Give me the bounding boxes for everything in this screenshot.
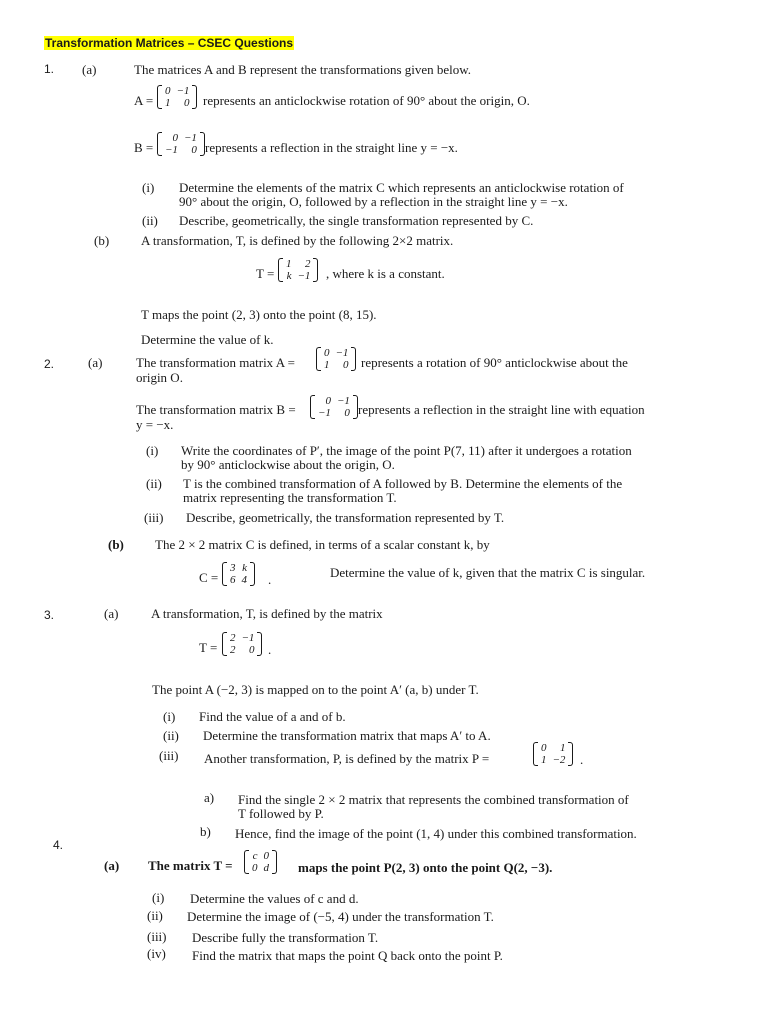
matrix-label: T = [199, 640, 218, 655]
subpart-label: (ii) [147, 908, 163, 923]
question-text: represents an anticlockwise rotation of 90° about the origin, O. [203, 93, 530, 108]
question-text: Determine the value of k. [141, 332, 274, 347]
question-text: represents a rotation of 90° anticlockwise about the [361, 355, 628, 370]
question-text: Describe, geometrically, the single transformation represented by C. [179, 213, 534, 228]
matrix-label: B = [134, 140, 154, 155]
question-text: The point A (−2, 3) is mapped on to the point A′ (a, b) under T. [152, 682, 479, 697]
question-text: Hence, find the image of the point (1, 4) under this combined transformation. [235, 826, 637, 841]
matrix-t: 1 2 k −1 [278, 258, 318, 282]
question-text: Describe, geometrically, the transformation represented by T. [186, 510, 505, 525]
part-label: (b) [108, 537, 124, 552]
question-text: T maps the point (2, 3) onto the point (8, 15). [141, 307, 377, 322]
question-text: Find the value of a and of b. [199, 709, 346, 724]
part-label: (a) [104, 606, 119, 621]
matrix-a: 0 −1 1 0 [157, 85, 197, 109]
matrix-b: 0 −1 −1 0 [310, 395, 358, 419]
subpart-label: (ii) [146, 476, 162, 491]
question-text: T is the combined transformation of A followed by B. Determine the elements of the [183, 476, 623, 491]
subpart-label: a) [204, 790, 215, 805]
part-label: (a) [104, 858, 120, 873]
question-text: The 2 × 2 matrix C is defined, in terms of a scalar constant k, by [155, 537, 490, 552]
question-text: 90° about the origin, O, followed by a reflection in the straight line y = −x. [179, 194, 568, 209]
subpart-label: b) [200, 824, 211, 839]
matrix-p: 0 1 1 −2 [533, 742, 573, 766]
subpart-label: (iii) [144, 510, 164, 525]
part-label: (a) [82, 62, 97, 77]
question-text: represents a reflection in the straight line with equation [358, 402, 645, 417]
subpart-label: (ii) [163, 728, 179, 743]
subpart-label: (i) [152, 890, 165, 905]
matrix-a: 0 −1 1 0 [316, 347, 356, 371]
question-text: Determine the elements of the matrix C which represents an anticlockwise rotation of [179, 180, 624, 195]
page-title: Transformation Matrices – CSEC Questions [45, 36, 294, 50]
question-text: represents a reflection in the straight line y = −x. [205, 140, 458, 155]
matrix-t: 2 −1 2 0 [222, 632, 262, 656]
matrix-label: A = [134, 93, 154, 108]
question-number: 4. [53, 838, 64, 852]
question-text: Another transformation, P, is defined by the matrix P = [204, 751, 490, 766]
subpart-label: (iv) [147, 946, 166, 961]
subpart-label: (iii) [159, 748, 179, 763]
question-text: Determine the transformation matrix that maps A′ to A. [203, 728, 491, 743]
question-text: y = −x. [136, 417, 174, 432]
question-text: origin O. [136, 370, 183, 385]
question-text: A transformation, T, is defined by the following 2×2 matrix. [141, 233, 454, 248]
question-number: 3. [44, 608, 55, 622]
question-text: Describe fully the transformation T. [192, 930, 379, 945]
question-text: Find the matrix that maps the point Q back onto the point P. [192, 948, 503, 963]
part-label: (a) [88, 355, 103, 370]
matrix-b: 0 −1 −1 0 [157, 132, 205, 156]
question-text: Write the coordinates of P′, the image of the point P(7, 11) after it undergoes a rotation [181, 443, 632, 458]
question-text: by 90° anticlockwise about the origin, O. [181, 457, 395, 472]
subpart-label: (i) [146, 443, 159, 458]
matrix-label: T = [256, 266, 275, 281]
matrix-c: 3 k 6 4 [222, 562, 255, 586]
question-text: maps the point P(2, 3) onto the point Q(2, −3). [298, 860, 553, 875]
question-text: Determine the value of k, given that the matrix C is singular. [330, 565, 646, 580]
subpart-label: (iii) [147, 929, 167, 944]
question-text: The transformation matrix A = [136, 355, 295, 370]
question-text: The matrices A and B represent the transformations given below. [134, 62, 472, 77]
question-text: matrix representing the transformation T. [183, 490, 397, 505]
question-number: 2. [44, 357, 55, 371]
subpart-label: (i) [142, 180, 155, 195]
part-label: (b) [94, 233, 110, 248]
question-text: Find the single 2 × 2 matrix that represents the combined transformation of [238, 792, 629, 807]
question-text: Determine the values of c and d. [190, 891, 359, 906]
subpart-label: (ii) [142, 213, 158, 228]
question-text: The matrix T = [148, 858, 233, 873]
question-number: 1. [44, 62, 55, 76]
matrix-t: c 0 0 d [244, 850, 277, 874]
question-text: Determine the image of (−5, 4) under the transformation T. [187, 909, 494, 924]
question-text: T followed by P. [238, 806, 324, 821]
question-text: A transformation, T, is defined by the matrix [151, 606, 383, 621]
subpart-label: (i) [163, 709, 176, 724]
matrix-label: C = [199, 570, 219, 585]
question-text: The transformation matrix B = [136, 402, 296, 417]
question-text: , where k is a constant. [326, 266, 445, 281]
